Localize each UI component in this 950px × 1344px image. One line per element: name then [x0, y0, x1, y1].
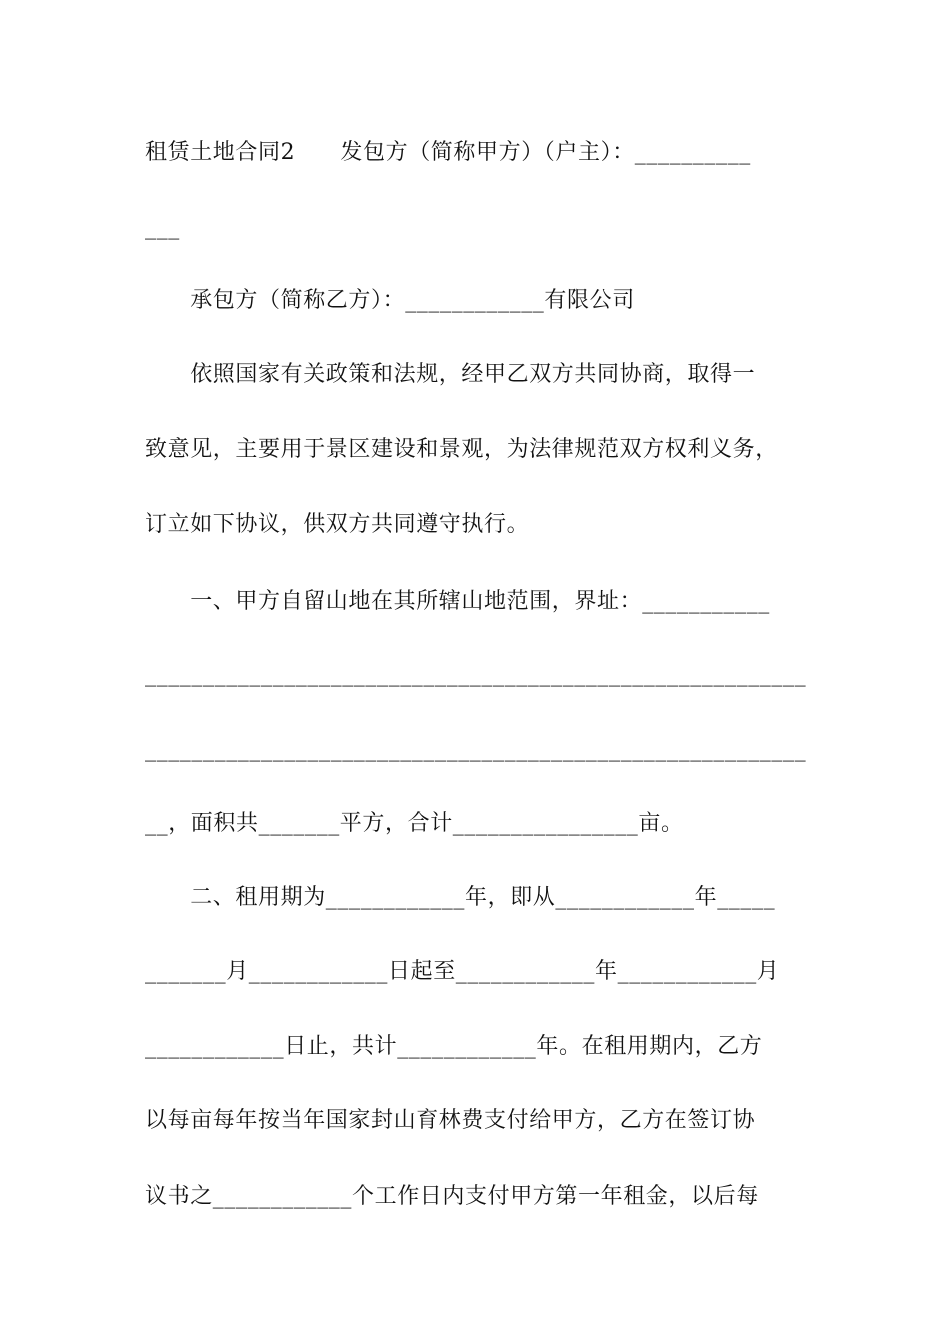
document-line: _________________________________________________________: [145, 737, 807, 762]
document-line: 租赁土地合同2 发包方（简称甲方）（户主）：__________: [145, 140, 751, 165]
document-line: 一、甲方自留山地在其所辖山地范围，界址：___________: [145, 589, 770, 614]
document-line: _________________________________________________________: [145, 662, 807, 687]
document-line: 二、租用期为____________年，即从____________年_____: [145, 885, 776, 910]
document-line: 承包方（简称乙方）：____________有限公司: [145, 288, 635, 313]
document-line: __，面积共_______平方，合计________________亩。: [145, 811, 684, 836]
document-line: 致意见，主要用于景区建设和景观，为法律规范双方权利义务，: [145, 437, 778, 462]
document-line: 订立如下协议，供双方共同遵守执行。: [145, 512, 530, 537]
document-line: ____________日止，共计____________年。在租用期内，乙方: [145, 1034, 763, 1059]
document-line: _______月____________日起至____________年____________月: [145, 959, 780, 984]
document-line: 依照国家有关政策和法规，经甲乙双方共同协商，取得一: [145, 362, 756, 387]
document-line: 议书之____________个工作日内支付甲方第一年租金，以后每: [145, 1184, 759, 1209]
document-line: 以每亩每年按当年国家封山育林费支付给甲方，乙方在签订协: [145, 1108, 756, 1133]
document-line: ___: [145, 215, 180, 240]
